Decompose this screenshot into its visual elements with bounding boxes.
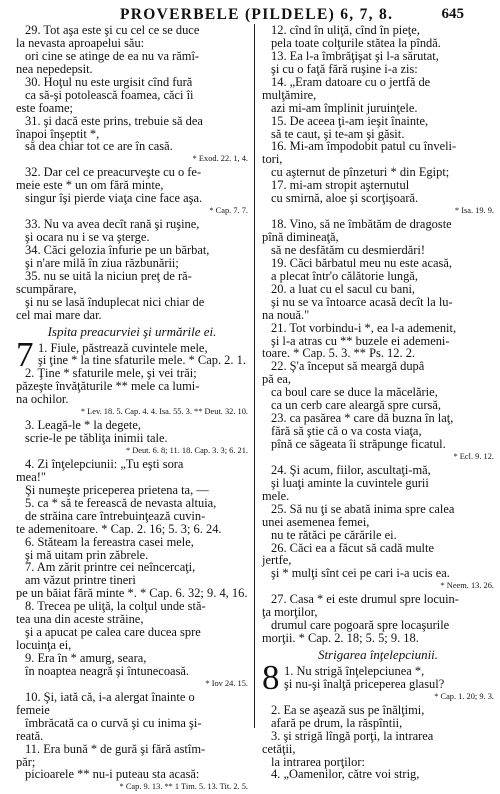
- text-line: pela toate colţurile stătea la pîndă.: [271, 35, 441, 50]
- text-line: mulţămire,: [262, 87, 317, 102]
- section-title-strigarea: Strigarea înţelepciunii.: [317, 647, 439, 662]
- text-line: toare. * Cap. 5. 3. ** Ps. 12. 2.: [262, 346, 416, 361]
- section-title-ispita: Ispita preacurviei şi urmările ei.: [47, 323, 217, 339]
- cross-reference: * Iov 24. 15.: [205, 678, 248, 688]
- text-line: 17. mi-am stropit aşternutul: [271, 178, 410, 193]
- text-line: şi nu-şi înalţă priceperea glasul?: [284, 676, 445, 691]
- running-title: PROVERBELE (PILDELE) 6, 7, 8.: [120, 6, 394, 23]
- text-line: cel mai mare dar.: [16, 307, 102, 322]
- cross-reference: * Cap. 7. 7.: [209, 206, 248, 216]
- text-line: ca un cerb care aleargă spre cursă,: [271, 398, 441, 413]
- text-line: pe un băiat fără minte *. * Cap. 6. 32; 9. 4, 16.: [16, 586, 248, 601]
- text-line: 35. nu se uită la niciun preţ de ră-: [25, 268, 192, 283]
- text-line: 25. Să nu ţi se abată inima spre calea: [271, 501, 455, 516]
- text-line: 15. De aceea ţi-am ieşit înainte,: [271, 113, 429, 128]
- text-line: te ademenitoare. * Cap. 2. 16; 5. 3; 6. 24.: [16, 521, 222, 536]
- text-line: 16. Mi-am împodobit patul cu înveli-: [271, 139, 457, 154]
- text-line: la intrarea porţilor:: [271, 754, 365, 769]
- page-header: [0, 6, 500, 24]
- text-line: păzeşte învăţăturile ** mele ca lumi-: [16, 379, 200, 394]
- text-line: şi mă uitam prin zăbrele.: [25, 547, 149, 562]
- left-column-top: [16, 24, 248, 322]
- column-divider: [254, 24, 255, 728]
- chapter-8-opening: [262, 657, 494, 704]
- text-line: îmbrăcată ca o curvă şi cu inima şi-: [25, 715, 202, 730]
- text-line: 2. Ea se aşează sus pe înălţimi,: [271, 702, 425, 717]
- text-line: şi * mulţi sînt cei pe cari i-a ucis ea.: [271, 566, 450, 581]
- text-line: nu te rătăci pe cărările ei.: [271, 527, 397, 542]
- chapter-7-number: 7: [16, 334, 34, 374]
- text-line: 22. Ş'a început să meargă dupâ: [271, 359, 425, 374]
- text-line: drumul care pogoară spre locaşurile: [271, 618, 450, 633]
- cross-reference: * Neem. 13. 26.: [440, 581, 494, 591]
- text-line: în noaptea neagră şi întunecoasă.: [25, 663, 190, 678]
- text-line: ţa morţilor,: [262, 605, 318, 620]
- text-line: şi luaţi aminte la cuvintele gurii: [271, 475, 429, 490]
- text-line: păr;: [16, 754, 36, 769]
- text-line: 12. cînd în uliţă, cînd în pieţe,: [271, 23, 420, 37]
- text-line: 3. şi strigă lîngă porţi, la intrarea: [271, 728, 434, 743]
- text-line: morţii. * Cap. 2. 18; 5. 5; 9. 18.: [262, 631, 419, 646]
- text-line: 33. Nu va avea decît rană şi ruşine,: [25, 217, 200, 232]
- text-line: 7. Am zărit printre cei neîncercaţi,: [25, 560, 196, 575]
- text-line: şi nu se lasă înduplecat nici chiar de: [25, 294, 205, 309]
- chapter-8-number: 8: [262, 657, 280, 697]
- text-line: ori cine se atinge de ea nu va rămî-: [25, 48, 200, 63]
- text-line: 20. a luat cu el sacul cu bani,: [271, 281, 416, 296]
- text-line: 4. Zi înţelepciunii: „Tu eşti sora: [25, 456, 184, 471]
- text-line: 18. Vino, să ne îmbătăm de dragoste: [271, 217, 452, 232]
- text-line: tori,: [262, 152, 283, 167]
- text-line: 26. Căci ea a făcut să cadă multe: [271, 540, 434, 555]
- text-line: am văzut printre tineri: [25, 573, 136, 588]
- text-line: şi a apucat pe calea care ducea spre: [25, 625, 201, 640]
- text-line: la nevasta aproapelui său:: [16, 35, 145, 50]
- text-line: ca boul care se duce la măcelărie,: [271, 385, 438, 400]
- text-line: 31. şi dacă este prins, trebuie să dea: [25, 113, 203, 128]
- right-column-top: [262, 24, 494, 645]
- text-line: mele.: [262, 488, 290, 503]
- text-line: şi cu o faţă fără ruşine i-a zis:: [271, 61, 418, 76]
- text-line: 2. Ţine * sfaturile mele, şi vei trăi;: [25, 366, 197, 381]
- text-line: să ne desfătăm cu desmierdări!: [271, 242, 426, 257]
- text-line: şi n'are milă în ziua răzbunării;: [25, 255, 179, 270]
- cross-reference: * Cap. 1. 20; 9. 3.: [434, 691, 494, 701]
- text-line: a plecat într'o călătorie lungă,: [271, 268, 418, 283]
- text-line: picioarele ** nu-i puteau sta acasă:: [25, 767, 200, 782]
- text-line: este foame;: [16, 100, 73, 115]
- text-line: 21. Tot vorbindu-i *, ea l-a ademenit,: [271, 320, 457, 335]
- text-line: 30. Hoţul nu este urgisit cînd fură: [25, 74, 193, 89]
- text-line: ca să-şi potolească foamea, căci îi: [25, 87, 194, 102]
- text-line: pînă dimineaţă,: [262, 230, 339, 244]
- text-line: fără să ştie că o va costa viaţa,: [271, 424, 422, 439]
- left-column-bottom: [16, 367, 248, 794]
- text-line: mea!": [16, 469, 46, 484]
- text-line: unei asemenea femei,: [262, 514, 370, 529]
- text-line: 8. Trecea pe uliţă, la colţul unde stă-: [25, 599, 206, 614]
- text-line: 10. Şi, iată că, i-a alergat înainte o: [25, 689, 195, 704]
- text-line: 9. Era în * amurg, seara,: [25, 651, 147, 666]
- text-line: afară pe drum, la răspîntii,: [271, 715, 403, 730]
- text-line: singur îşi pierde viaţa cine face aşa.: [25, 191, 203, 206]
- text-line: cetăţii,: [262, 741, 296, 756]
- cross-reference: * Lev. 18. 5. Cap. 4. 4. Isa. 55. 3. ** Deut. 32. 10.: [80, 407, 248, 417]
- text-line: 27. Casa * ei este drumul spre locuin-: [271, 592, 459, 607]
- text-line: 23. ca pasărea * care dă buzna în laţ,: [271, 411, 454, 426]
- text-line: şi ocara nu i se va şterge.: [25, 230, 150, 244]
- text-line: 6. Stăteam la fereastra casei mele,: [25, 534, 194, 549]
- text-line: locuinţa ei,: [16, 638, 72, 653]
- text-line: 32. Dar cel ce preacurveşte cu o fe-: [25, 165, 202, 180]
- text-line: 19. Căci bărbatul meu nu este acasă,: [271, 255, 452, 270]
- text-line: cu aşternut de pînzeturi * din Egipt;: [271, 165, 450, 180]
- text-line: tea una din aceste străine,: [16, 612, 144, 627]
- text-line: să te caut, şi te-am şi găsit.: [271, 126, 405, 141]
- text-line: 14. „Eram datoare cu o jertfă de: [271, 74, 431, 89]
- text-line: 24. Şi acum, fiilor, ascultaţi-mă,: [271, 462, 431, 477]
- text-line: na ochilor.: [16, 392, 69, 407]
- text-line: 11. Era bună * de gură şi fără astîm-: [25, 741, 206, 756]
- text-line: meie este * un om fără minte,: [16, 178, 164, 193]
- text-line: şi l-a atras cu ** buzele ei ademeni-: [271, 333, 450, 348]
- text-line: şi nu se va întoarce acasă decît la lu-: [271, 294, 453, 309]
- text-line: înapoi înşeptit *,: [16, 126, 100, 141]
- text-line: na nouă.": [262, 307, 310, 322]
- text-line: nea nepedepsit.: [16, 61, 93, 76]
- cross-reference: * Cap. 9. 13. ** 1 Tim. 5. 13. Tit. 2. 5.: [119, 782, 248, 792]
- text-line: scumpărare,: [16, 281, 77, 296]
- text-line: pă ea,: [262, 372, 291, 387]
- text-line: 4. „Oamenilor, către voi strig,: [271, 767, 420, 782]
- text-line: să dea chiar tot ce are în casă.: [25, 139, 173, 154]
- text-line: 3. Leagă-le * la degete,: [25, 418, 142, 433]
- cross-reference: * Deut. 6. 8; 11. 18. Cap. 3. 3; 6. 21.: [125, 446, 248, 456]
- text-line: femeie: [16, 702, 50, 717]
- text-line: 5. ca * să te ferească de nevasta altuia,: [25, 495, 217, 510]
- text-line: Şi numeşte priceperea prietena ta, —: [25, 482, 209, 497]
- text-line: de străina care întrebuinţează cuvin-: [25, 508, 206, 523]
- text-line: cu smirnă, aloe şi scorţişoară.: [271, 191, 419, 206]
- text-line: şi ţine * la tine sfaturile mele. * Cap. 2. 1.: [38, 353, 246, 368]
- text-line: 1. Nu strigă înţelepciunea *,: [284, 663, 425, 678]
- right-column-bottom: [262, 704, 494, 782]
- text-line: 29. Tot aşa este şi cu cel ce se duce: [25, 23, 200, 37]
- text-line: pînă ce săgeata îi străpunge ficatul.: [271, 437, 446, 451]
- text-line: 13. Ea l-a îmbrăţişat şi l-a sărutat,: [271, 48, 439, 63]
- text-line: reată.: [16, 728, 44, 743]
- cross-reference: * Ecl. 9. 12.: [453, 451, 494, 461]
- cross-reference: * Exod. 22. 1, 4.: [192, 154, 248, 164]
- right-column: [262, 24, 494, 781]
- page-number: 645: [441, 6, 464, 22]
- text-line: azi mi-am împlinit juruinţele.: [271, 100, 418, 115]
- text-line: jertfe,: [262, 553, 292, 568]
- text-line: 34. Căci gelozia înfurie pe un bărbat,: [25, 242, 210, 257]
- text-line: 1. Fiule, păstrează cuvintele mele,: [38, 340, 208, 355]
- cross-reference: * Isa. 19. 9.: [454, 206, 494, 216]
- left-column: [16, 24, 248, 794]
- text-line: scrie-le pe tăbliţa inimii tale.: [25, 431, 168, 446]
